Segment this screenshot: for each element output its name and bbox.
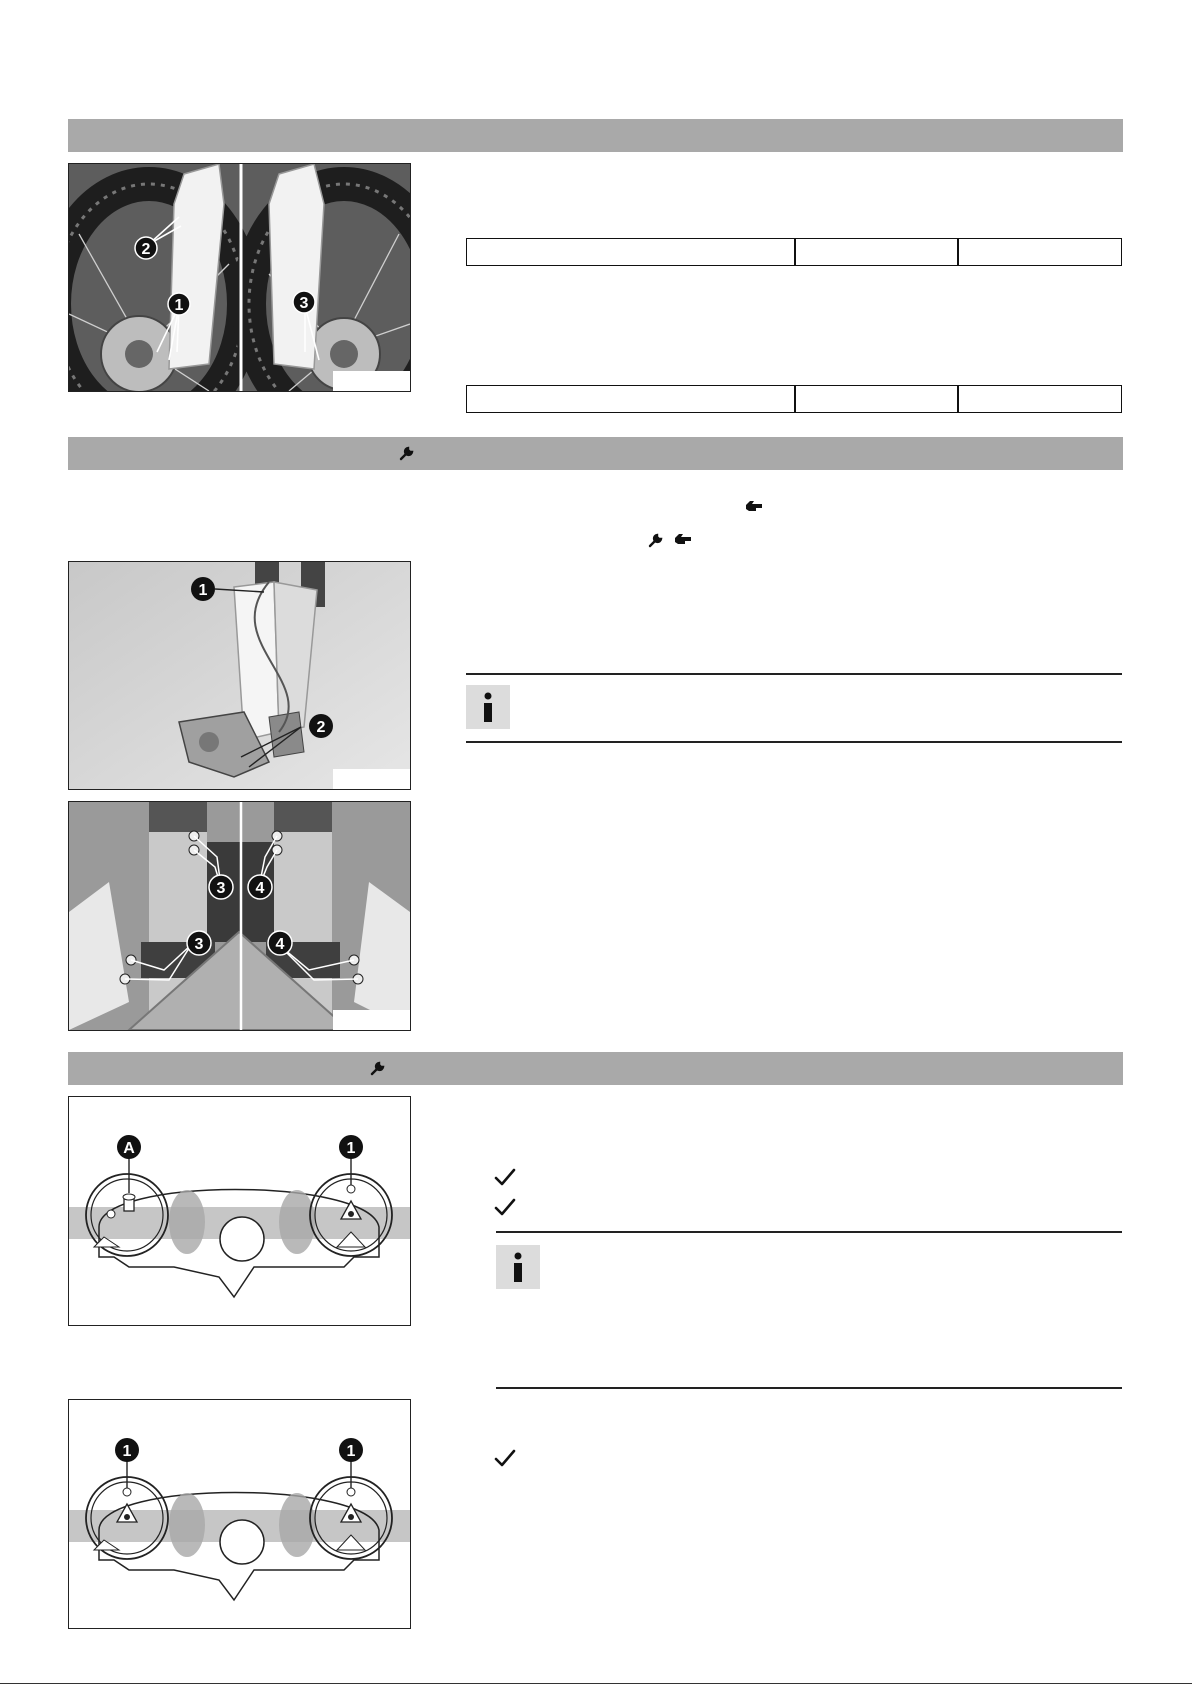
callout-2: 2 [316, 719, 326, 736]
table-divider [957, 386, 959, 412]
callout-1: 1 [346, 1140, 356, 1157]
info-icon [466, 685, 510, 729]
check-icon [494, 1168, 516, 1186]
info-rule-bottom [496, 1387, 1122, 1389]
wrench-icon [648, 532, 664, 548]
callout-3: 3 [194, 936, 204, 953]
triple-clamp-diagram-b [68, 1399, 411, 1629]
callout-1: 1 [174, 297, 184, 314]
callout-4: 4 [255, 880, 265, 897]
callout-3: 3 [299, 295, 309, 312]
check-icon [494, 1198, 516, 1216]
spec-table-2 [466, 385, 1122, 413]
callout-A: A [123, 1140, 135, 1157]
table-divider [794, 386, 796, 412]
info-icon [496, 1245, 540, 1289]
triple-clamp-diagram-a [68, 1096, 411, 1326]
section-header-bar-1 [68, 119, 1123, 152]
info-rule-bottom [466, 741, 1122, 743]
fork-leg-photo [68, 561, 411, 790]
callout-1: 1 [122, 1443, 132, 1460]
triple-clamp-photo [68, 801, 411, 1031]
wrench-icon [370, 1060, 386, 1076]
pointing-hand-icon [674, 533, 692, 545]
callout-3: 3 [216, 880, 226, 897]
table-divider [957, 239, 959, 265]
check-icon [494, 1449, 516, 1467]
section-header-bar-3 [68, 1052, 1123, 1085]
section-header-bar-2 [68, 437, 1123, 470]
spec-table-1 [466, 238, 1122, 266]
callout-2: 2 [141, 241, 151, 258]
info-rule-top [496, 1231, 1122, 1233]
fork-protector-photo [68, 163, 411, 392]
callout-4: 4 [275, 936, 285, 953]
info-rule-top [466, 673, 1122, 675]
callout-1: 1 [198, 582, 208, 599]
callout-1: 1 [346, 1443, 356, 1460]
page-bottom-rule [0, 1683, 1192, 1684]
wrench-icon [399, 445, 415, 461]
pointing-hand-icon [745, 500, 763, 512]
table-divider [794, 239, 796, 265]
